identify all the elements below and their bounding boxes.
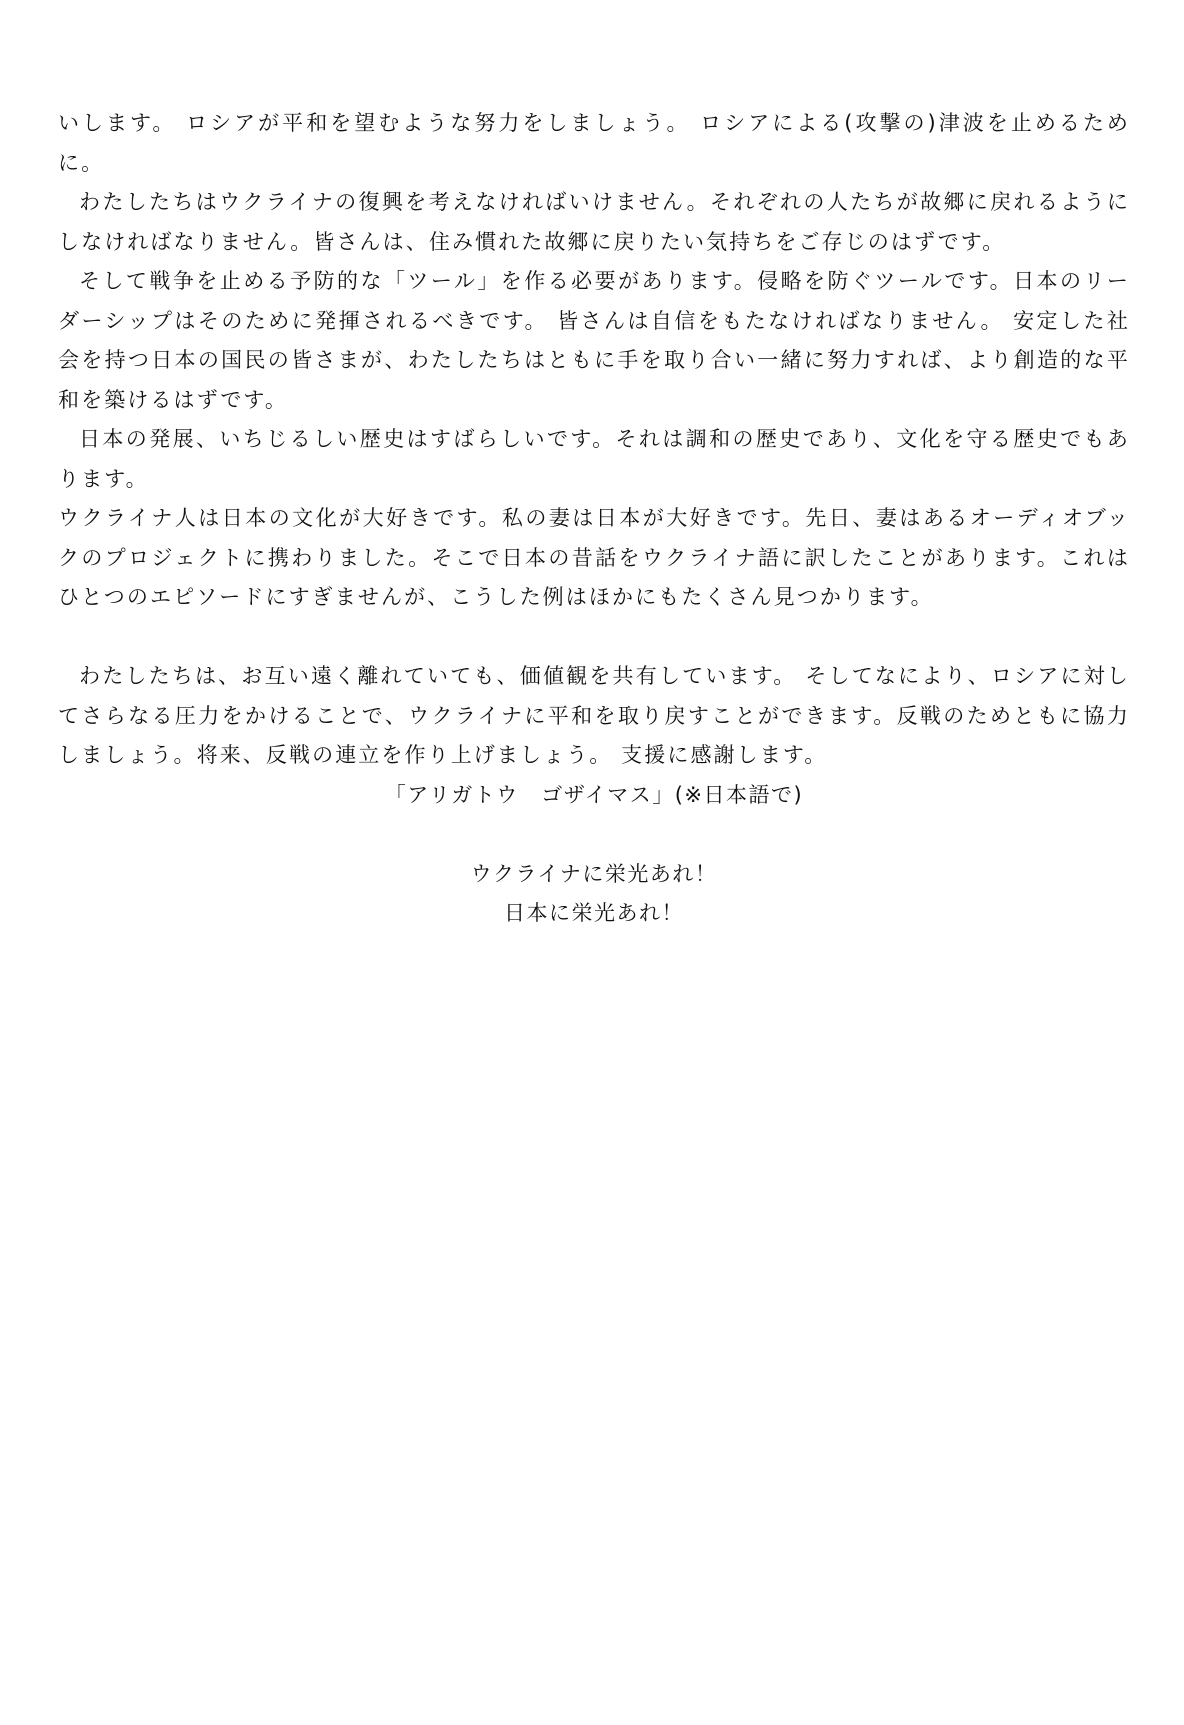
paragraph-continuation: いします。 ロシアが平和を望むような努力をしましょう。 ロシアによる(攻撃の)津波を止めるために。: [58, 111, 1130, 175]
paragraph-culture: ウクライナ人は日本の文化が大好きです。私の妻は日本が大好きです。先日、妻はあるオーディオブックのプロジェクトに携わりました。そこで日本の昔話をウクライナ語に訳したことがあります。これはひとつのエピソードにすぎませんが、こうした例はほかにもたくさん見つかります。: [58, 506, 1130, 609]
paragraph-reconstruction: わたしたちはウクライナの復興を考えなければいけません。それぞれの人たちが故郷に戻れるようにしなければなりません。皆さんは、住み慣れた故郷に戻りたい気持ちをご存じのはずです。: [58, 190, 1130, 254]
speech-body: [58, 104, 1130, 934]
thanks-line: 「アリガトウ ゴザイマス」(※日本語で): [384, 782, 804, 807]
closing-gap: [58, 815, 1130, 855]
paragraph-gap: [58, 618, 1130, 658]
paragraph-japan-history: 日本の発展、いちじるしい歴史はすばらしいです。それは調和の歴史であり、文化を守る歴史でもあります。: [58, 427, 1130, 491]
closing-line-ukraine: ウクライナに栄光あれ！: [470, 861, 718, 886]
closing-line-japan: 日本に栄光あれ！: [504, 901, 684, 925]
paragraph-shared-values: わたしたちは、お互い遠く離れていても、価値観を共有しています。 そしてなにより、ロシアに対してさらなる圧力をかけることで、ウクライナに平和を取り戻すことができます。反戦のためともに協力しましょう。将来、反戦の連立を作り上げましょう。 支援に感謝します。: [58, 664, 1130, 767]
paragraph-prevention-tool: そして戦争を止める予防的な「ツール」を作る必要があります。侵略を防ぐツールです。日本のリーダーシップはそのために発揮されるべきです。 皆さんは自信をもたなければなりません。 安定した社会を持つ日本の国民の皆さまが、わたしたちはともに手を取り合い一緒に努力すれば、より創造的な平和を築けるはずです。: [58, 269, 1130, 412]
